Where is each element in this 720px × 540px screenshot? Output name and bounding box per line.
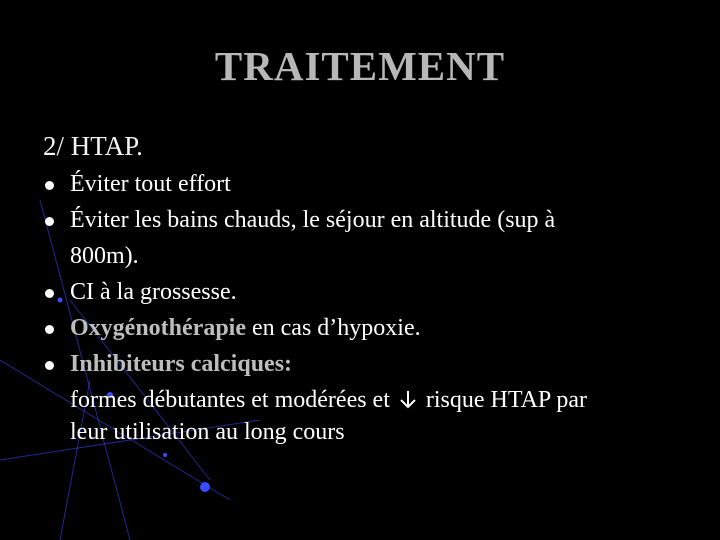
down-arrow-icon	[396, 389, 420, 409]
bullet-5-line-2	[70, 387, 587, 414]
bullet-dot	[45, 361, 54, 370]
bullet-5-line-3: leur utilisation au long cours	[70, 419, 345, 445]
bullet-dot	[45, 289, 54, 298]
bullet-5-line-2-start: formes débutantes et modérées et	[70, 387, 390, 413]
bullet-dot	[45, 325, 54, 334]
bullet-5-line-2-end: risque HTAP par	[425, 387, 588, 413]
bullet-dot	[45, 181, 54, 190]
slide-title: TRAITEMENT	[214, 43, 506, 89]
bullet-1-text: Éviter tout effort	[70, 171, 231, 197]
bullet-3-text: CI à la grossesse.	[70, 279, 237, 305]
glow-dot	[200, 482, 210, 492]
bullet-4-text	[70, 315, 421, 342]
bullet-dot	[45, 217, 54, 226]
section-heading: 2/ HTAP.	[43, 131, 143, 161]
bullet-4-strong: Oxygénothérapie	[70, 315, 246, 341]
bullet-5-heading	[70, 351, 292, 378]
bullet-2-line-2: 800m).	[70, 243, 139, 269]
bullet-4-rest: en cas d’hypoxie.	[245, 315, 421, 341]
bullet-5-strong: Inhibiteurs calciques:	[70, 351, 293, 377]
bullet-2-line-1: Éviter les bains chauds, le séjour en altitude (sup à	[70, 207, 556, 233]
